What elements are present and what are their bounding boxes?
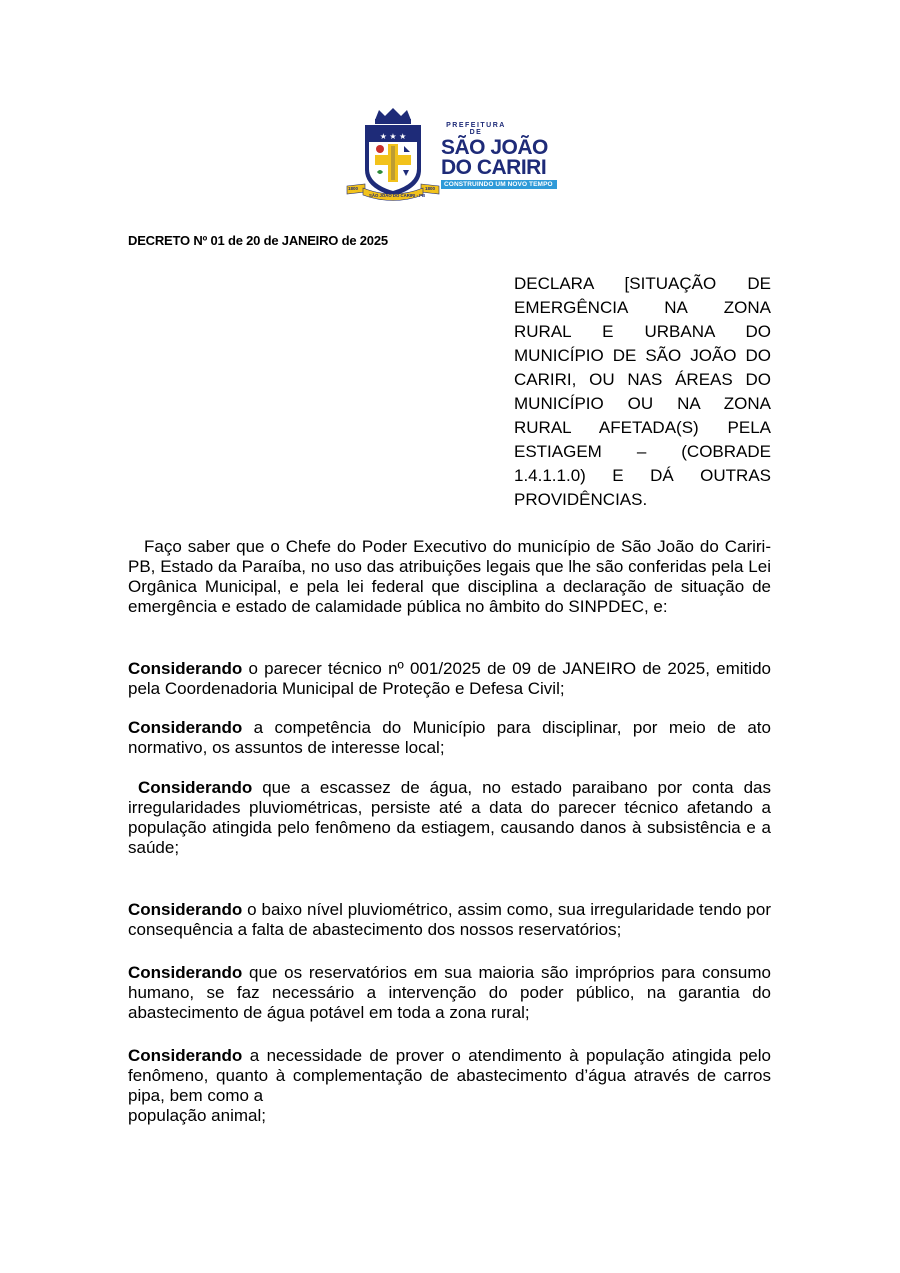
considerando-text-continued: população animal; [128, 1106, 266, 1125]
considerando-keyword: Considerando [128, 659, 243, 678]
considerando-text: que a escassez de água, no estado paraibano por conta das irregularidades pluviométricas, persiste até a data do parecer técnico afetando a população atingida pelo fenômeno da estiagem, causando danos à subsistência e a saúde; [128, 778, 771, 857]
seal-ribbon-text: SÃO JOÃO DO CARIRI - PB [369, 193, 426, 198]
logo-tagline: CONSTRUINDO UM NOVO TEMPO [441, 180, 557, 189]
logo-line2: DO CARIRI [441, 156, 547, 179]
considerando-paragraph [128, 1046, 771, 1126]
considerando-text: a necessidade de prover o atendimento à população atingida pelo fenômeno, quanto à complementação de abastecimento d’água através de carros pipa, bem como a [128, 1046, 771, 1105]
considerando-paragraph [128, 900, 771, 940]
seal-year-left: 1800 [348, 186, 359, 191]
logo-prefix: PREFEITURA DE [446, 122, 506, 136]
seal-year-right: 1800 [425, 186, 436, 191]
intro-paragraph: Faço saber que o Chefe do Poder Executivo do município de São João do Cariri-PB, Estado da Paraíba, no uso das atribuições legais que lhe são conferidas pela Lei Orgânica Municipal, e pela lei federal que disciplina a declaração de situação de emergência e estado de calamidade pública no âmbito do SINPDEC, e: [128, 537, 771, 616]
prefeitura-logo [345, 108, 560, 204]
considerando-text: que os reservatórios em sua maioria são impróprios para consumo humano, se faz necessário a intervenção do poder público, na garantia do abastecimento de água potável em toda a zona rural; [128, 963, 771, 1022]
decree-ementa: DECLARA [SITUAÇÃO DE EMERGÊNCIA NA ZONA RURAL E URBANA DO MUNICÍPIO DE SÃO JOÃO DO CARIRI, OU NAS ÁREAS DO MUNICÍPIO OU NA ZONA RURAL AFETADA(S) PELA ESTIAGEM – (COBRADE 1.4.1.1.0) E DÁ OUTRAS PROVIDÊNCIAS. [514, 274, 771, 509]
considerando-keyword: Considerando [128, 718, 243, 737]
considerando-paragraph [128, 778, 771, 858]
logo-line1: SÃO JOÃO [441, 136, 548, 159]
considerando-text: a competência do Município para disciplinar, por meio de ato normativo, os assuntos de interesse local; [128, 718, 771, 757]
considerando-keyword: Considerando [128, 900, 243, 919]
considerando-text: o parecer técnico nº 001/2025 de 09 de JANEIRO de 2025, emitido pela Coordenadoria Municipal de Proteção e Defesa Civil; [128, 659, 771, 698]
considerando-text: o baixo nível pluviométrico, assim como, sua irregularidade tendo por consequência a falta de abastecimento dos nossos reservatórios; [128, 900, 771, 939]
considerando-paragraph [128, 718, 771, 758]
considerando-paragraph [128, 659, 771, 699]
logo-wordmark [441, 122, 559, 189]
considerando-keyword: Considerando [128, 1046, 243, 1065]
considerando-keyword: Considerando [137, 778, 253, 797]
decree-title: DECRETO Nº 01 de 20 de JANEIRO de 2025 [128, 233, 388, 248]
svg-text:★ ★ ★: ★ ★ ★ [379, 132, 407, 141]
considerando-keyword: Considerando [128, 963, 243, 982]
considerando-paragraph [128, 963, 771, 1023]
